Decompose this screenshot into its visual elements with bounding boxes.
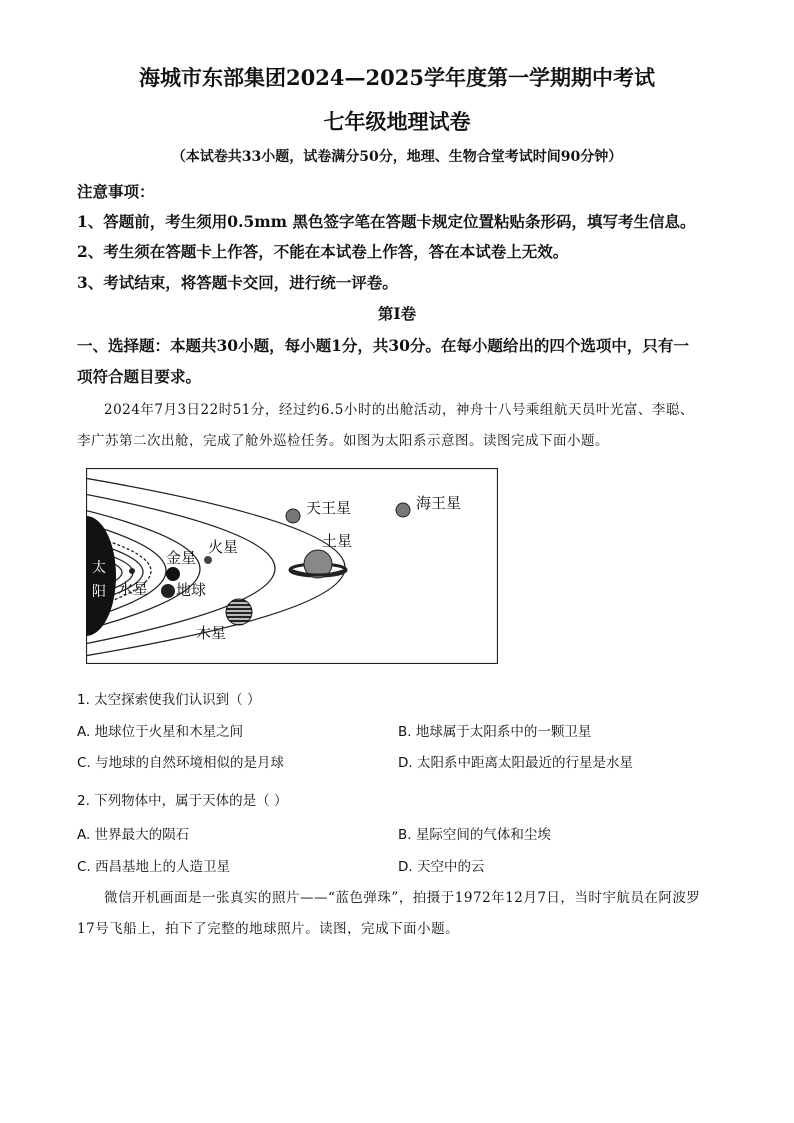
question-2-option-b[interactable]: B. 星际空间的气体和尘埃 xyxy=(398,827,551,843)
mercury-planet xyxy=(129,568,135,574)
question-1-option-a[interactable]: A. 地球位于火星和木星之间 xyxy=(77,724,244,740)
question-1-option-b[interactable]: B. 地球属于太阳系中的一颗卫星 xyxy=(398,724,592,740)
neptune-label: 海王星 xyxy=(416,494,462,512)
saturn-label: 土星 xyxy=(322,532,353,550)
earth-label: 地球 xyxy=(176,581,207,599)
mars-planet xyxy=(204,556,212,564)
section-instruction: 一、选择题：本题共30小题，每小题1分，共30分。在每小题给出的四个选项中，只有一 xyxy=(77,336,689,355)
question-2-option-c[interactable]: C. 西昌基地上的人造卫星 xyxy=(77,859,231,875)
question-2-option-a[interactable]: A. 世界最大的陨石 xyxy=(77,827,190,843)
notice-item: 1、答题前，考生须用0.5mm 黑色签字笔在答题卡规定位置粘贴条形码，填写考生信息。 xyxy=(77,212,696,231)
mars-label: 火星 xyxy=(208,538,239,556)
volume-heading: 第Ⅰ卷 xyxy=(377,304,417,323)
mercury-label: 水星 xyxy=(118,580,149,598)
solar-system-diagram xyxy=(86,468,498,664)
question-1-stem: 1. 太空探索使我们认识到（ ） xyxy=(77,692,261,708)
notice-item: 2、考生须在答题卡上作答，不能在本试卷上作答，答在本试卷上无效。 xyxy=(77,242,569,261)
question-2-option-d[interactable]: D. 天空中的云 xyxy=(398,859,485,875)
passage-1-line: 2024年7月3日22时51分，经过约6.5小时的出舱活动，神舟十八号乘组航天员叶光富、李聪、 xyxy=(104,402,694,418)
passage-2-line: 微信开机画面是一张真实的照片——“蓝色弹珠”，拍摄于1972年12月7日，当时宇航员在阿波罗 xyxy=(104,890,701,906)
sun-label: 太 xyxy=(92,560,106,576)
exam-subtitle: 七年级地理试卷 xyxy=(323,109,471,134)
exam-note: （本试卷共33小题，试卷满分50分，地理、生物合堂考试时间90分钟） xyxy=(171,149,623,165)
uranus-label: 天王星 xyxy=(306,499,352,517)
notice-heading: 注意事项： xyxy=(77,182,155,201)
passage-2-line: 17号飞船上，拍下了完整的地球照片。读图，完成下面小题。 xyxy=(77,921,460,937)
neptune-planet xyxy=(396,503,410,517)
exam-title: 海城市东部集团2024—2025学年度第一学期期中考试 xyxy=(139,65,655,90)
sun-label: 阳 xyxy=(92,584,106,600)
section-instruction-cont: 项符合题目要求。 xyxy=(77,367,202,386)
passage-1-line: 李广苏第二次出舱，完成了舱外巡检任务。如图为太阳系示意图。读图完成下面小题。 xyxy=(77,433,609,449)
venus-planet xyxy=(166,567,180,581)
venus-label: 金星 xyxy=(166,549,197,567)
notice-item: 3、考试结束，将答题卡交回，进行统一评卷。 xyxy=(77,273,398,292)
question-2-stem: 2. 下列物体中，属于天体的是（ ） xyxy=(77,793,288,809)
earth-planet xyxy=(161,584,175,598)
question-1-option-d[interactable]: D. 太阳系中距离太阳最近的行星是水星 xyxy=(398,755,633,771)
jupiter-label: 木星 xyxy=(196,624,227,642)
jupiter-planet xyxy=(226,599,252,625)
question-1-option-c[interactable]: C. 与地球的自然环境相似的是月球 xyxy=(77,755,285,771)
uranus-planet xyxy=(286,509,300,523)
